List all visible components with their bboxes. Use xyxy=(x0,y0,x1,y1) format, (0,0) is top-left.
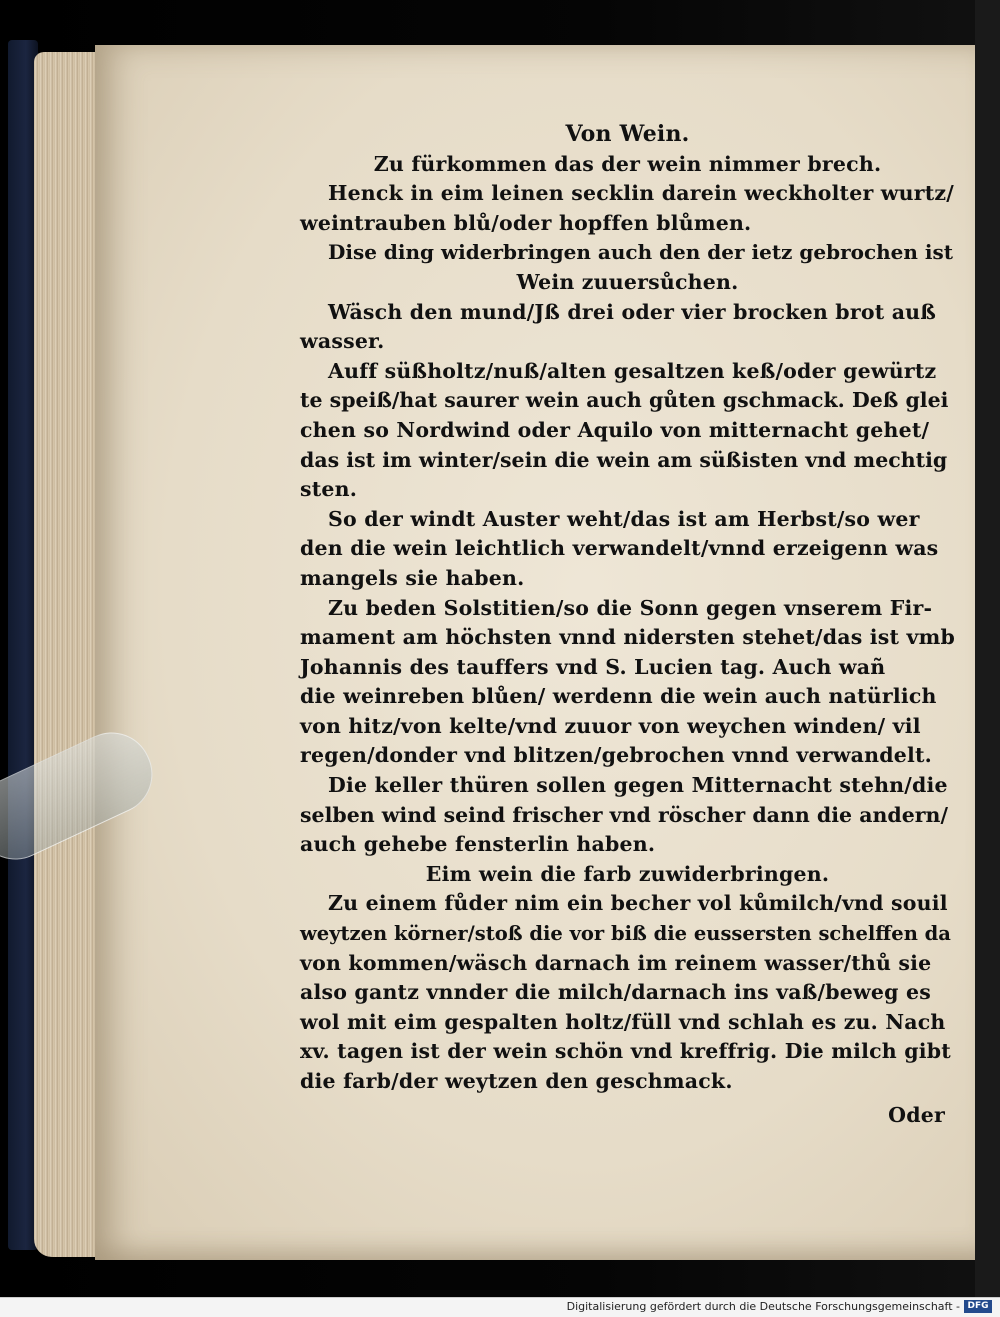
text-line: selben wind seind frischer vnd röscher dann die andern/ xyxy=(300,802,948,827)
text-line: Zu fürkommen das der wein nimmer brech. xyxy=(373,151,882,176)
text-line: wol mit eim gespalten holtz/füll vnd schlah es zu. Nach xyxy=(300,1009,946,1034)
text-line: xv. tagen ist der wein schön vnd kreffrig. Die milch gibt xyxy=(300,1039,951,1064)
text-line: te speiß/hat saurer wein auch gůten gschmack. Deß glei xyxy=(300,388,949,413)
text-line: Zu einem fůder nim ein becher vol kůmilch/vnd souil xyxy=(328,891,948,916)
text-line: Die keller thüren sollen gegen Mitternacht stehn/die xyxy=(328,773,948,798)
text-line: Zu beden Solstitien/so die Sonn gegen vnserem Fir- xyxy=(328,595,933,620)
text-line: chen so Nordwind oder Aquilo von mitternacht gehet/ xyxy=(300,417,930,442)
text-line: Henck in eim leinen secklin darein weckholter wurtz/ xyxy=(328,181,954,206)
text-line: auch gehebe fensterlin haben. xyxy=(300,832,656,857)
text-line: das ist im winter/sein die wein am süßisten vnd mechtig xyxy=(300,447,948,472)
text-line: Dise ding widerbringen auch den der ietz gebrochen ist xyxy=(328,240,953,265)
text-line: mangels sie haben. xyxy=(300,565,525,590)
running-header: Von Wein. xyxy=(565,121,690,147)
text-line: Auff süßholtz/nuß/alten gesaltzen keß/oder gewürtz xyxy=(328,358,937,383)
text-line: weytzen körner/stoß die vor biß die eussersten schelffen da xyxy=(300,922,951,946)
text-line: Wäsch den mund/Jß drei oder vier brocken brot auß xyxy=(328,299,937,324)
text-line: von kommen/wäsch darnach im reinem wasser/thů sie xyxy=(300,950,932,975)
body-lines xyxy=(300,150,955,1097)
text-line: die farb/der weytzen den geschmack. xyxy=(300,1069,733,1093)
text-line: Wein zuuersůchen. xyxy=(516,269,739,294)
text-line: regen/donder vnd blitzen/gebrochen vnnd verwandelt. xyxy=(300,743,932,768)
text-line: mament am höchsten vnnd nidersten stehet/das ist vmb xyxy=(300,625,956,650)
text-line: Eim wein die farb zuwiderbringen. xyxy=(425,861,830,886)
dfg-logo: DFG xyxy=(964,1300,992,1313)
text-line: den die wein leichtlich verwandelt/vnnd erzeigenn was xyxy=(300,536,939,561)
footer-credit: Digitalisierung gefördert durch die Deutsche Forschungsgemeinschaft - xyxy=(566,1300,960,1313)
catchword: Oder xyxy=(888,1102,945,1127)
text-line: also gantz vnnder die milch/darnach ins vaß/beweg es xyxy=(300,980,931,1005)
page-text xyxy=(300,120,955,1130)
right-scan-edge xyxy=(975,0,1000,1297)
text-line: sten. xyxy=(300,477,358,502)
text-line: So der windt Auster weht/das ist am Herbst/so wer xyxy=(328,506,920,531)
text-line: weintrauben blů/oder hopffen blůmen. xyxy=(300,210,752,235)
text-line: wasser. xyxy=(300,329,385,354)
text-line: von hitz/von kelte/vnd zuuor von weychen winden/ vil xyxy=(300,713,921,738)
text-line: die weinreben blůen/ werdenn die wein auch natürlich xyxy=(300,684,937,709)
text-line: Johannis des tauffers vnd S. Lucien tag. Auch wañ xyxy=(300,654,886,679)
